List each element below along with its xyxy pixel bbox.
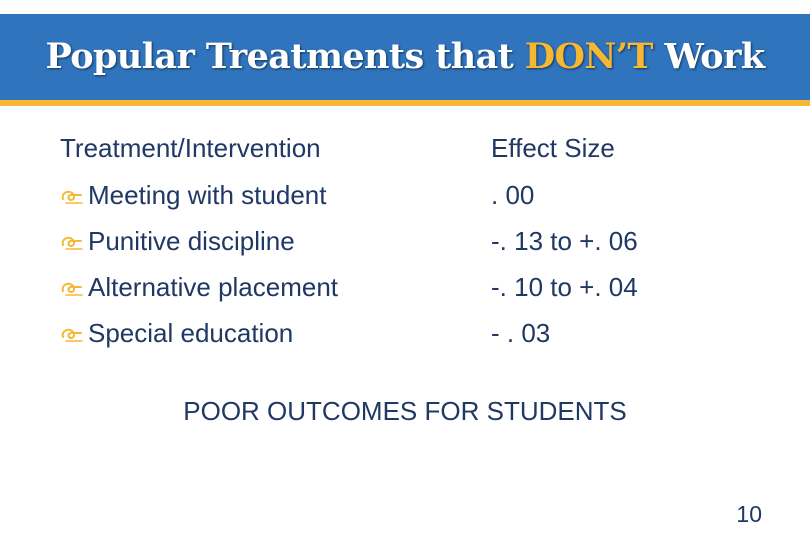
treatment-list-item: [60, 176, 338, 222]
effect-size-value: . 00: [491, 180, 535, 210]
title-accent-word: DON’T: [524, 36, 653, 77]
effect-size-column-header: Effect Size: [491, 133, 615, 163]
title-text-start: Popular Treatments that: [45, 36, 525, 77]
swirl-bullet-icon: [60, 187, 84, 207]
treatment-label: Alternative placement: [88, 272, 339, 302]
treatment-label: Meeting with student: [88, 180, 327, 210]
treatment-label: Punitive discipline: [88, 226, 295, 256]
slide-title: [0, 36, 810, 77]
treatment-list: [60, 176, 338, 360]
swirl-bullet-icon: [60, 279, 84, 299]
page-number: 10: [736, 501, 762, 527]
treatment-list-item: [60, 222, 338, 268]
title-text-end: Work: [652, 36, 765, 77]
title-bar: [0, 14, 810, 106]
swirl-bullet-icon: [60, 325, 84, 345]
effect-size-value: -. 13 to +. 06: [491, 226, 638, 256]
effect-size-list: [491, 176, 638, 360]
treatment-list-item: [60, 314, 338, 360]
effect-size-value: -. 10 to +. 04: [491, 272, 638, 302]
swirl-bullet-icon: [60, 233, 84, 253]
treatment-list-item: [60, 268, 338, 314]
outcome-statement: POOR OUTCOMES FOR STUDENTS: [183, 396, 627, 426]
treatment-column-header: Treatment/Intervention: [60, 133, 321, 163]
treatment-label: Special education: [88, 318, 294, 348]
effect-size-value: - . 03: [491, 318, 551, 348]
